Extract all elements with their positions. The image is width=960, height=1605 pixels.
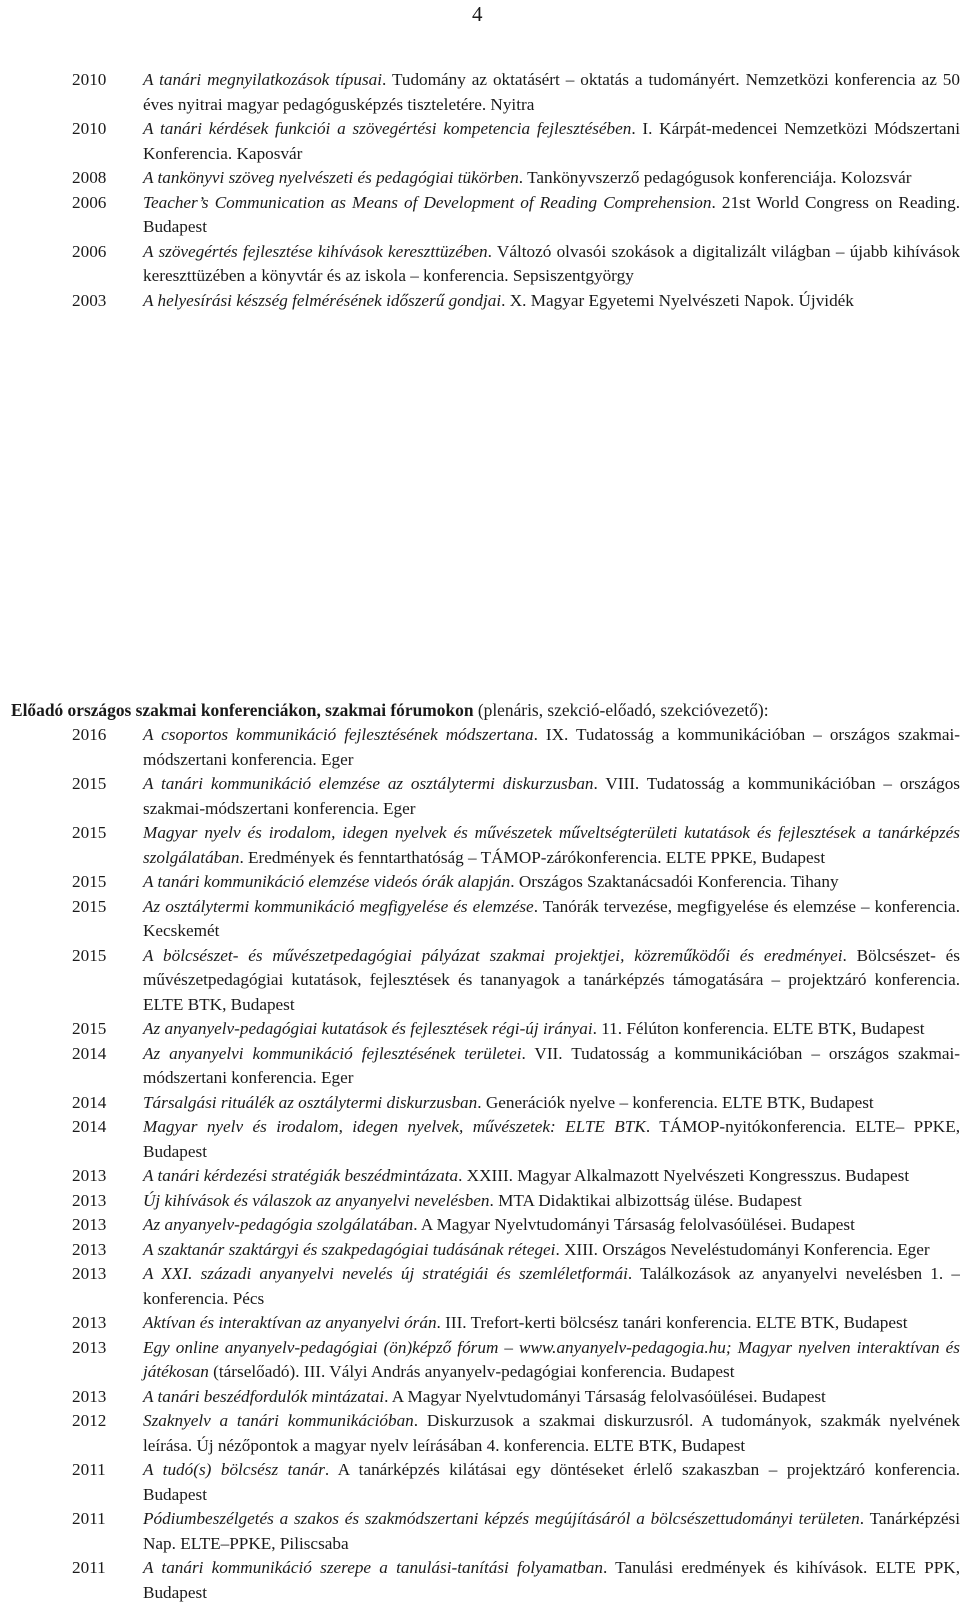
presentation-year: 2013 — [72, 1264, 107, 1283]
presentation-entry — [0, 1458, 960, 1507]
presentation-year: 2013 — [72, 1166, 107, 1185]
presentation-entry — [0, 1507, 960, 1556]
presentation-text — [143, 772, 960, 821]
presentation-text — [143, 166, 960, 191]
presentation-year: 2010 — [72, 70, 107, 89]
presentation-entry — [0, 289, 960, 314]
presentation-text — [143, 117, 960, 166]
presentation-venue: (társelőadó). III. Vályi András anyanyelv-pedagógiai konferencia. Budapest — [208, 1362, 735, 1381]
presentation-text — [143, 68, 960, 117]
presentation-venue: . Tudomány az oktatásért – oktatás a tudományért. Nemzetközi konferencia az 50 éves nyitrai magyar pedagógusképzés tiszteletére. Nyitra — [143, 70, 960, 114]
presentation-entry — [0, 117, 960, 166]
presentation-title: Pódiumbeszélgetés a szakos és szakmódszertani képzés megújításáról a bölcsészettudományi területen — [143, 1509, 860, 1528]
presentation-venue: . XXIII. Magyar Alkalmazott Nyelvészeti Kongresszus. Budapest — [458, 1166, 910, 1185]
presentation-text — [143, 1115, 960, 1164]
presentation-entry — [0, 1262, 960, 1311]
presentation-year: 2013 — [72, 1313, 107, 1332]
presentation-year: 2015 — [72, 945, 107, 965]
presentation-title: Szaknyelv a tanári kommunikációban — [143, 1411, 414, 1430]
presentation-text — [143, 723, 960, 772]
presentation-text — [143, 1458, 960, 1507]
presentation-year: 2015 — [72, 1019, 107, 1038]
section-heading — [11, 698, 960, 723]
presentation-title: A tanári kommunikáció elemzése videós órák alapján — [143, 872, 511, 891]
presentation-venue: . Bölcsészet- és művészetpedagógiai kutatások, fejlesztések és tananyagok a tanárképzés támogatására – projektzáró konferencia. ELTE BTK, Budapest — [143, 945, 960, 1014]
presentation-year: 2013 — [72, 1215, 107, 1234]
presentation-text — [143, 895, 960, 944]
presentation-list-national — [0, 723, 960, 1605]
presentation-year: 2008 — [72, 168, 107, 187]
presentation-year: 2003 — [72, 290, 107, 310]
presentation-title: A szaktanár szaktárgyi és szakpedagógiai tudásának rétegei — [143, 1239, 556, 1259]
presentation-year: 2011 — [72, 1509, 106, 1528]
presentation-text — [143, 1311, 960, 1336]
presentation-year: 2014 — [72, 1117, 107, 1136]
presentation-title: A helyesírási készség felmérésének időszerű gondjai — [143, 290, 502, 310]
presentation-year: 2011 — [72, 1558, 106, 1577]
presentation-title: A tanári megnyilatkozások típusai — [143, 70, 383, 89]
presentation-year: 2010 — [72, 119, 107, 138]
presentation-text — [143, 1238, 960, 1263]
presentation-title: A tankönyvi szöveg nyelvészeti és pedagógiai tükörben — [143, 168, 519, 187]
presentation-entry — [0, 895, 960, 944]
presentation-year: 2013 — [72, 1239, 107, 1259]
presentation-title: Magyar nyelv és irodalom, idegen nyelvek, művészetek: ELTE BTK — [143, 1117, 646, 1136]
presentation-year: 2013 — [72, 1386, 107, 1406]
presentation-venue: . XIII. Országos Neveléstudományi Konferencia. Eger — [555, 1239, 930, 1259]
presentation-venue: . VIII. Tudatosság a kommunikációban – országos szakmai-módszertani konferencia. Eger — [143, 774, 960, 818]
presentation-title: Teacher’s Communication as Means of Development of Reading Comprehension — [143, 192, 712, 212]
presentation-venue: . III. Trefort-kerti bölcsész tanári konferencia. ELTE BTK, Budapest — [436, 1313, 908, 1332]
presentation-venue: . Tanórák tervezése, megfigyelése és elemzése – konferencia. Kecskemét — [143, 896, 960, 940]
presentation-entry — [0, 191, 960, 240]
presentation-year: 2012 — [72, 1411, 107, 1430]
presentation-entry — [0, 1091, 960, 1116]
presentation-text — [143, 1409, 960, 1458]
presentation-venue: . Tankönyvszerző pedagógusok konferenciája. Kolozsvár — [518, 168, 912, 187]
presentation-text — [143, 821, 960, 870]
presentation-text — [143, 1385, 960, 1410]
presentation-venue: . 11. Félúton konferencia. ELTE BTK, Budapest — [592, 1019, 925, 1038]
presentation-title: A csoportos kommunikáció fejlesztésének módszertana — [143, 725, 534, 744]
presentation-venue: . Találkozások az anyanyelvi nevelésben 1. – konferencia. Pécs — [143, 1264, 960, 1308]
presentation-year: 2011 — [72, 1460, 106, 1479]
presentation-venue: . TÁMOP-nyitókonferencia. ELTE– PPKE, Budapest — [143, 1117, 960, 1161]
section-heading-bold: Előadó országos szakmai konferenciákon, szakmai fórumokon — [11, 700, 474, 720]
presentation-text — [143, 1164, 960, 1189]
presentation-venue: . Eredmények és fenntarthatóság – TÁMOP-zárókonferencia. ELTE PPKE, Budapest — [239, 847, 826, 867]
presentation-text — [143, 1556, 960, 1605]
presentation-entry — [0, 723, 960, 772]
presentation-venue: . Generációk nyelve – konferencia. ELTE BTK, Budapest — [477, 1092, 874, 1112]
presentation-entry — [0, 821, 960, 870]
presentation-entry — [0, 1017, 960, 1042]
presentation-entry — [0, 1409, 960, 1458]
presentation-entry — [0, 1189, 960, 1214]
presentation-title: A tanári kommunikáció elemzése az osztálytermi diskurzusban — [143, 774, 594, 793]
presentation-text — [143, 944, 960, 1018]
presentation-text — [143, 191, 960, 240]
page-number: 4 — [472, 2, 483, 26]
section-heading-rest: (plenáris, szekció-előadó, szekcióvezető): — [473, 700, 769, 720]
presentation-text — [143, 289, 960, 314]
presentation-year: 2006 — [72, 241, 107, 261]
presentation-venue: . I. Kárpát-medencei Nemzetközi Módszertani Konferencia. Kaposvár — [143, 119, 960, 163]
presentation-list-international — [0, 68, 960, 313]
presentation-venue: . Tanulási eredmények és kihívások. ELTE PPK, Budapest — [143, 1558, 960, 1602]
presentation-entry — [0, 1556, 960, 1605]
presentation-title: A szövegértés fejlesztése kihívások kereszttüzében — [143, 241, 488, 261]
presentation-venue: . Tanárképzési Nap. ELTE–PPKE, Piliscsaba — [143, 1509, 960, 1553]
presentation-entry — [0, 1213, 960, 1238]
presentation-title: A tanári kérdezési stratégiák beszédmintázata — [143, 1166, 459, 1185]
presentation-venue: . A tanárképzés kilátásai egy döntéseket érlelő szakaszban – projektzáró konferencia. Budapest — [143, 1460, 960, 1504]
presentation-entry — [0, 68, 960, 117]
presentation-entry — [0, 772, 960, 821]
presentation-year: 2015 — [72, 896, 107, 916]
presentation-text — [143, 1017, 960, 1042]
presentation-entry — [0, 240, 960, 289]
presentation-text — [143, 1091, 960, 1116]
presentation-entry — [0, 1115, 960, 1164]
presentation-title: Az anyanyelvi kommunikáció fejlesztésének területei — [143, 1043, 522, 1063]
presentation-title: A tudó(s) bölcsész tanár — [143, 1460, 325, 1479]
presentation-venue: . A Magyar Nyelvtudományi Társaság felolvasóülései. Budapest — [413, 1215, 855, 1234]
presentation-title: A tanári beszédfordulók mintázatai — [143, 1386, 385, 1406]
presentation-title: Társalgási rituálék az osztálytermi diskurzusban — [143, 1092, 478, 1112]
presentation-title: Új kihívások és válaszok az anyanyelvi nevelésben — [143, 1190, 490, 1210]
presentation-year: 2014 — [72, 1043, 107, 1063]
presentation-title: A tanári kérdések funkciói a szövegértési kompetencia fejlesztésében — [143, 119, 632, 138]
presentation-year: 2006 — [72, 192, 107, 212]
presentation-entry — [0, 1042, 960, 1091]
presentation-title: A bölcsészet- és művészetpedagógiai pályázat szakmai projektjei, közreműködői és eredményei — [143, 945, 843, 965]
presentation-venue: . VII. Tudatosság a kommunikációban – országos szakmai-módszertani konferencia. Eger — [143, 1043, 960, 1087]
presentation-text — [143, 1213, 960, 1238]
presentation-entry — [0, 1336, 960, 1385]
presentation-title: Egy online anyanyelv-pedagógiai (ön)képző fórum – www.anyanyelv-pedagogia.hu; Magyar nyelven interaktívan és játékosan — [143, 1337, 960, 1381]
presentation-year: 2013 — [72, 1337, 107, 1357]
presentation-entry — [0, 1164, 960, 1189]
presentation-text — [143, 1336, 960, 1385]
presentation-year: 2013 — [72, 1190, 107, 1210]
presentation-text — [143, 240, 960, 289]
presentation-year: 2015 — [72, 823, 107, 842]
presentation-entry — [0, 1238, 960, 1263]
presentation-text — [143, 1189, 960, 1214]
presentation-year: 2014 — [72, 1092, 107, 1112]
presentation-venue: . Változó olvasói szokások a digitalizált világban – újabb kihívások kereszttüzében a könyvtár és az iskola – konferencia. Sepsiszentgyörgy — [143, 241, 960, 285]
presentation-venue: . IX. Tudatosság a kommunikációban – országos szakmai-módszertani konferencia. Eger — [143, 725, 960, 769]
presentation-year: 2016 — [72, 725, 107, 744]
presentation-title: Az anyanyelv-pedagógiai kutatások és fejlesztések régi-új irányai — [143, 1019, 593, 1038]
presentation-title: A XXI. századi anyanyelvi nevelés új stratégiái és szemléletformái — [143, 1264, 628, 1283]
presentation-venue: . 21st World Congress on Reading. Budapest — [143, 192, 960, 236]
presentation-venue: . Diskurzusok a szakmai diskurzusról. A tudományok, szakmák nyelvének leírása. Új nézőpontok a magyar nyelv leírásában 4. konferencia. ELTE BTK, Budapest — [143, 1411, 960, 1455]
presentation-title: Magyar nyelv és irodalom, idegen nyelvek és művészetek műveltségterületi kutatások és fejlesztések a tanárképzés szolgálatában — [143, 823, 960, 867]
presentation-year: 2015 — [72, 774, 107, 793]
presentation-venue: . MTA Didaktikai albizottság ülése. Budapest — [489, 1190, 802, 1210]
presentation-entry — [0, 1385, 960, 1410]
presentation-entry — [0, 1311, 960, 1336]
presentation-year: 2015 — [72, 872, 107, 891]
presentation-text — [143, 1042, 960, 1091]
presentation-entry — [0, 870, 960, 895]
presentation-venue: . Országos Szaktanácsadói Konferencia. Tihany — [510, 872, 839, 891]
presentation-text — [143, 1507, 960, 1556]
presentation-title: Az osztálytermi kommunikáció megfigyelése és elemzése — [143, 896, 534, 916]
presentation-title: Az anyanyelv-pedagógia szolgálatában — [143, 1215, 414, 1234]
presentation-entry — [0, 944, 960, 1018]
presentation-text — [143, 1262, 960, 1311]
presentation-title: A tanári kommunikáció szerepe a tanulási-tanítási folyamatban — [143, 1558, 603, 1577]
presentation-text — [143, 870, 960, 895]
presentation-title: Aktívan és interaktívan az anyanyelvi órán — [143, 1313, 437, 1332]
presentation-entry — [0, 166, 960, 191]
presentation-venue: . X. Magyar Egyetemi Nyelvészeti Napok. Újvidék — [501, 290, 854, 310]
presentation-venue: . A Magyar Nyelvtudományi Társaság felolvasóülései. Budapest — [384, 1386, 826, 1406]
